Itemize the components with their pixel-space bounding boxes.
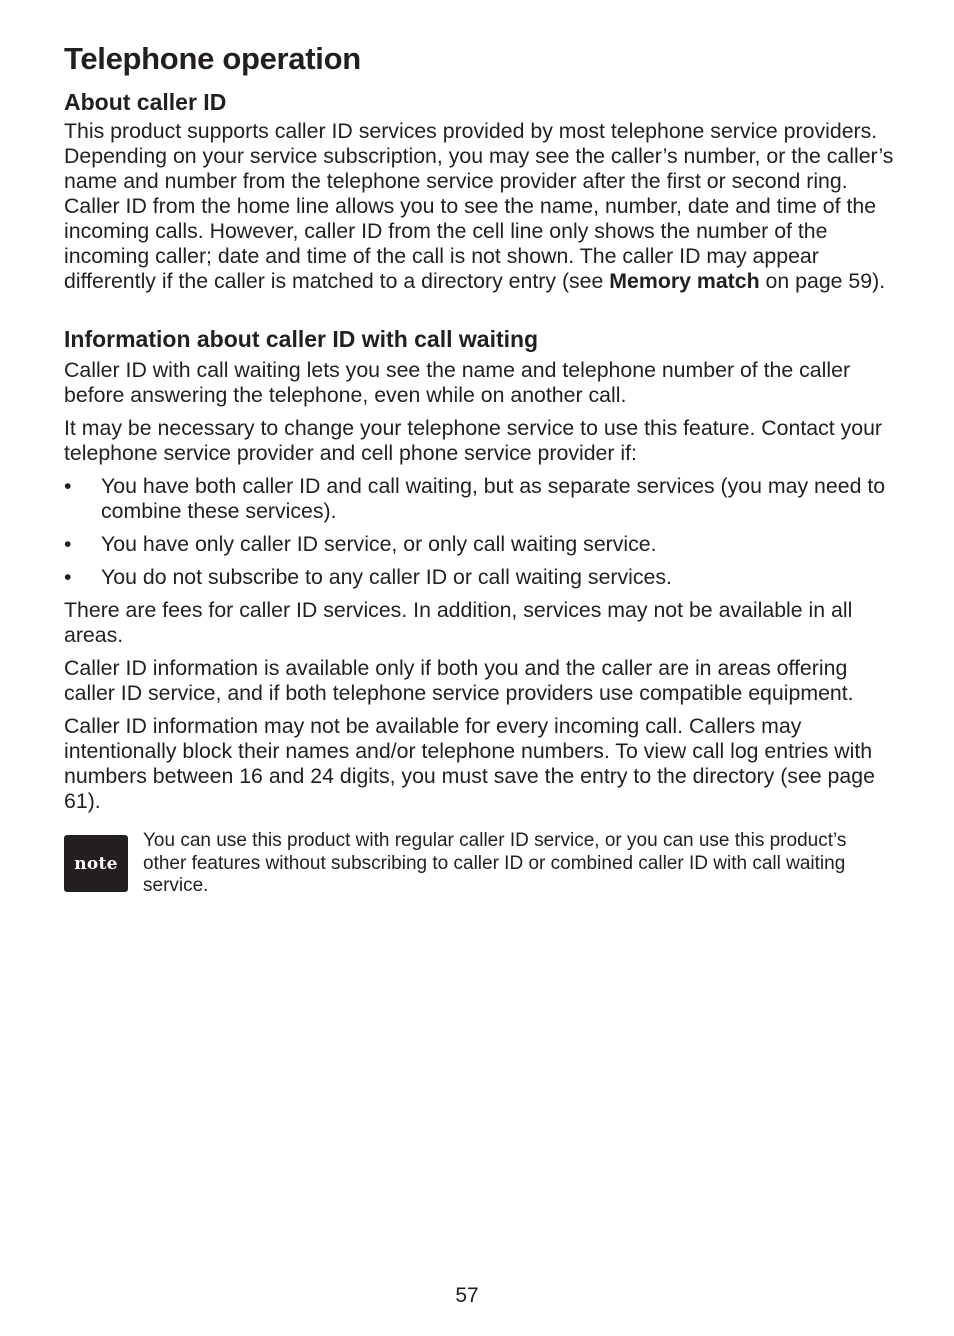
block-numbers-paragraph: Caller ID information may not be available for every incoming call. Callers may intentionally block their names and/or telephone numbers. To view call log entries with numbers between 16 and 24 digits, you must save the entry to the directory (see page 61).: [64, 714, 875, 813]
list-item: [64, 532, 894, 557]
bullet-icon: •: [64, 532, 72, 556]
call-waiting-paragraph-2: It may be necessary to change your telephone service to use this feature. Contact your telephone service provider and cell phone service provider if:: [64, 416, 883, 465]
fees-paragraph: There are fees for caller ID services. In addition, services may not be available in all areas.: [64, 598, 853, 647]
list-item: [64, 565, 894, 590]
bullet-icon: •: [64, 474, 72, 498]
paragraph-text-end: on page 59).: [759, 269, 886, 293]
memory-match-reference: Memory match: [609, 269, 760, 293]
call-waiting-paragraph-1: Caller ID with call waiting lets you see the name and telephone number of the caller before answering the telephone, even while on another call.: [64, 358, 851, 407]
note-box: [64, 830, 894, 898]
page-content: [64, 40, 894, 898]
section-heading-call-waiting: Information about caller ID with call waiting: [64, 326, 539, 352]
list-item-text: You have both caller ID and call waiting, but as separate services (you may need to combine these services).: [101, 474, 886, 523]
about-caller-id-paragraph: [64, 119, 894, 294]
page-number: 57: [455, 1284, 479, 1307]
note-text: You can use this product with regular caller ID service, or you can use this product’s other features without subscribing to caller ID or combined caller ID with call waiting service.: [143, 830, 847, 896]
list-item: [64, 474, 894, 524]
availability-paragraph: Caller ID information is available only if both you and the caller are in areas offering caller ID service, and if both telephone service providers use compatible equipment.: [64, 656, 854, 705]
note-icon: note: [64, 835, 128, 892]
list-item-text: You do not subscribe to any caller ID or call waiting services.: [101, 565, 672, 589]
list-item-text: You have only caller ID service, or only call waiting service.: [101, 532, 657, 556]
bullet-icon: •: [64, 565, 72, 589]
bullet-list: [64, 474, 894, 590]
page-title: Telephone operation: [64, 41, 361, 76]
section-heading-about-caller-id: About caller ID: [64, 89, 227, 115]
paragraph-text: This product supports caller ID services provided by most telephone service providers. Depending on your service subscription, you may see the caller’s number, or the caller’s name and number from the telephone service provider after the first or second ring. Caller ID from the home line allows you to see the name, number, date and time of the incoming calls. However, caller ID from the cell line only shows the number of the incoming caller; date and time of the call is not shown. The caller ID may appear differently if the caller is matched to a directory entry (see: [64, 119, 894, 293]
